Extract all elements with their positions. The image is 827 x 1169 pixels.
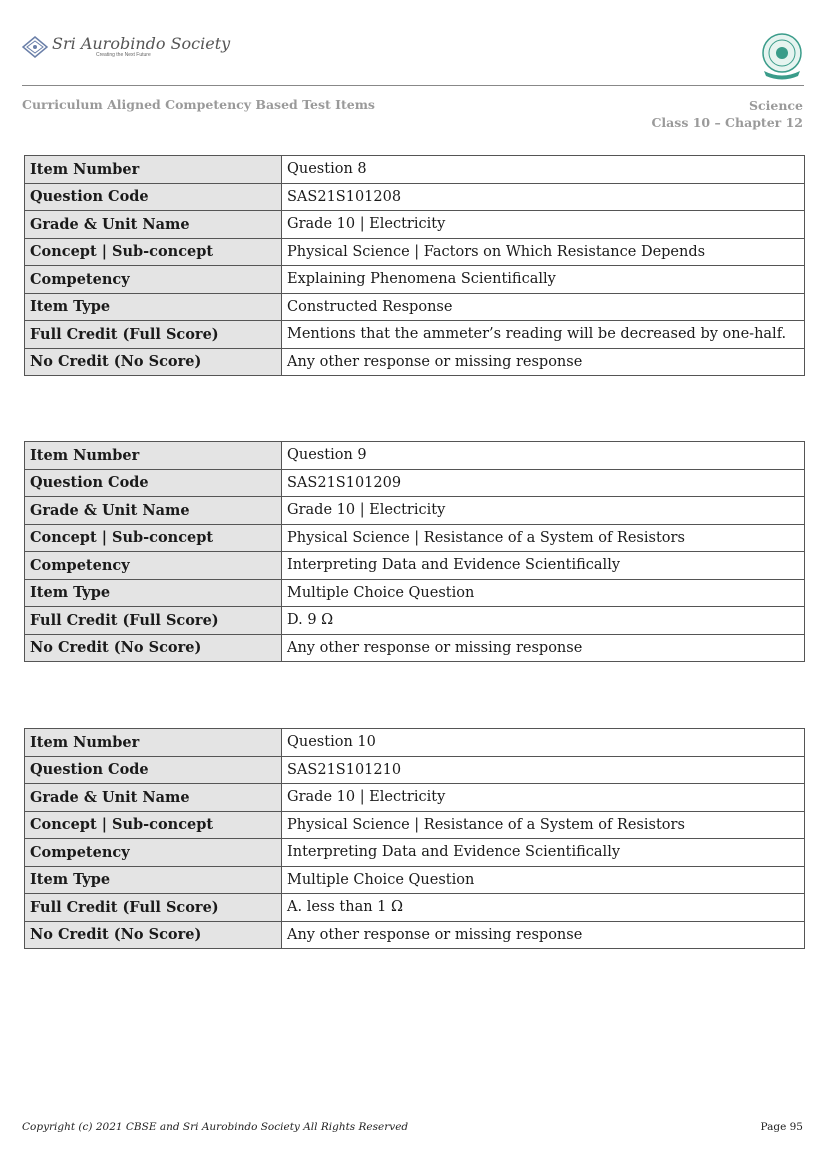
- row-value: SAS21S101210: [282, 756, 805, 784]
- table-row: [25, 811, 805, 839]
- table-row: [25, 839, 805, 867]
- row-label: Item Number: [25, 729, 282, 757]
- table-row: [25, 293, 805, 321]
- row-label: Competency: [25, 266, 282, 294]
- row-label: Question Code: [25, 469, 282, 497]
- row-label: No Credit (No Score): [25, 634, 282, 662]
- subject-info: [651, 97, 803, 131]
- row-label: Grade & Unit Name: [25, 497, 282, 525]
- row-label: Competency: [25, 839, 282, 867]
- row-value: Physical Science | Factors on Which Resistance Depends: [282, 238, 805, 266]
- item-table-question-9: [24, 441, 805, 662]
- page-number: Page 95: [760, 1121, 803, 1133]
- row-label: Full Credit (Full Score): [25, 321, 282, 349]
- row-value: Mentions that the ammeter’s reading will be decreased by one-half.: [282, 321, 805, 349]
- row-label: Grade & Unit Name: [25, 211, 282, 239]
- row-value: Question 8: [282, 156, 805, 184]
- class-chapter-label: Class 10 – Chapter 12: [651, 115, 803, 130]
- table-row: [25, 442, 805, 470]
- table-row: [25, 921, 805, 949]
- row-label: Item Type: [25, 293, 282, 321]
- table-row: [25, 579, 805, 607]
- row-value: Constructed Response: [282, 293, 805, 321]
- row-value: Explaining Phenomena Scientifically: [282, 266, 805, 294]
- row-value: Any other response or missing response: [282, 921, 805, 949]
- row-value: SAS21S101208: [282, 183, 805, 211]
- table-row: [25, 266, 805, 294]
- row-value: Multiple Choice Question: [282, 579, 805, 607]
- table-row: [25, 183, 805, 211]
- table-row: [25, 634, 805, 662]
- row-value: Any other response or missing response: [282, 348, 805, 376]
- row-value: Grade 10 | Electricity: [282, 784, 805, 812]
- table-row: [25, 552, 805, 580]
- logo-text: Sri Aurobindo Society: [52, 34, 231, 53]
- row-value: Interpreting Data and Evidence Scientifically: [282, 839, 805, 867]
- society-emblem-icon: [22, 36, 48, 58]
- row-value: Physical Science | Resistance of a System of Resistors: [282, 524, 805, 552]
- row-label: Item Type: [25, 866, 282, 894]
- row-value: Grade 10 | Electricity: [282, 497, 805, 525]
- table-row: [25, 607, 805, 635]
- row-label: Full Credit (Full Score): [25, 894, 282, 922]
- table-row: [25, 321, 805, 349]
- row-value: D. 9 Ω: [282, 607, 805, 635]
- cbse-seal-icon: [760, 33, 804, 81]
- row-label: Item Number: [25, 156, 282, 184]
- table-row: [25, 756, 805, 784]
- table-row: [25, 238, 805, 266]
- row-label: Grade & Unit Name: [25, 784, 282, 812]
- document-title: Curriculum Aligned Competency Based Test Items: [22, 97, 375, 112]
- row-label: Item Number: [25, 442, 282, 470]
- table-row: [25, 894, 805, 922]
- table-row: [25, 469, 805, 497]
- row-value: Multiple Choice Question: [282, 866, 805, 894]
- row-value: Physical Science | Resistance of a System of Resistors: [282, 811, 805, 839]
- row-value: Grade 10 | Electricity: [282, 211, 805, 239]
- row-value: Interpreting Data and Evidence Scientifically: [282, 552, 805, 580]
- row-label: Concept | Sub-concept: [25, 524, 282, 552]
- row-label: Question Code: [25, 756, 282, 784]
- row-value: A. less than 1 Ω: [282, 894, 805, 922]
- table-row: [25, 156, 805, 184]
- item-table-question-10: [24, 728, 805, 949]
- subject-label: Science: [749, 98, 803, 113]
- row-label: Full Credit (Full Score): [25, 607, 282, 635]
- copyright-notice: Copyright (c) 2021 CBSE and Sri Aurobindo Society All Rights Reserved: [22, 1121, 409, 1133]
- table-row: [25, 348, 805, 376]
- table-row: [25, 729, 805, 757]
- row-value: Question 9: [282, 442, 805, 470]
- row-value: Any other response or missing response: [282, 634, 805, 662]
- row-label: No Credit (No Score): [25, 348, 282, 376]
- row-label: Concept | Sub-concept: [25, 811, 282, 839]
- header-divider: [22, 85, 804, 86]
- row-label: Concept | Sub-concept: [25, 238, 282, 266]
- table-row: [25, 866, 805, 894]
- sri-aurobindo-society-logo: [22, 36, 230, 58]
- row-label: Item Type: [25, 579, 282, 607]
- logo-tagline: Creating the Next Future: [96, 52, 151, 58]
- row-label: Question Code: [25, 183, 282, 211]
- table-row: [25, 497, 805, 525]
- row-value: Question 10: [282, 729, 805, 757]
- item-table-question-8: [24, 155, 805, 376]
- row-value: SAS21S101209: [282, 469, 805, 497]
- row-label: Competency: [25, 552, 282, 580]
- table-row: [25, 784, 805, 812]
- table-row: [25, 211, 805, 239]
- row-label: No Credit (No Score): [25, 921, 282, 949]
- table-row: [25, 524, 805, 552]
